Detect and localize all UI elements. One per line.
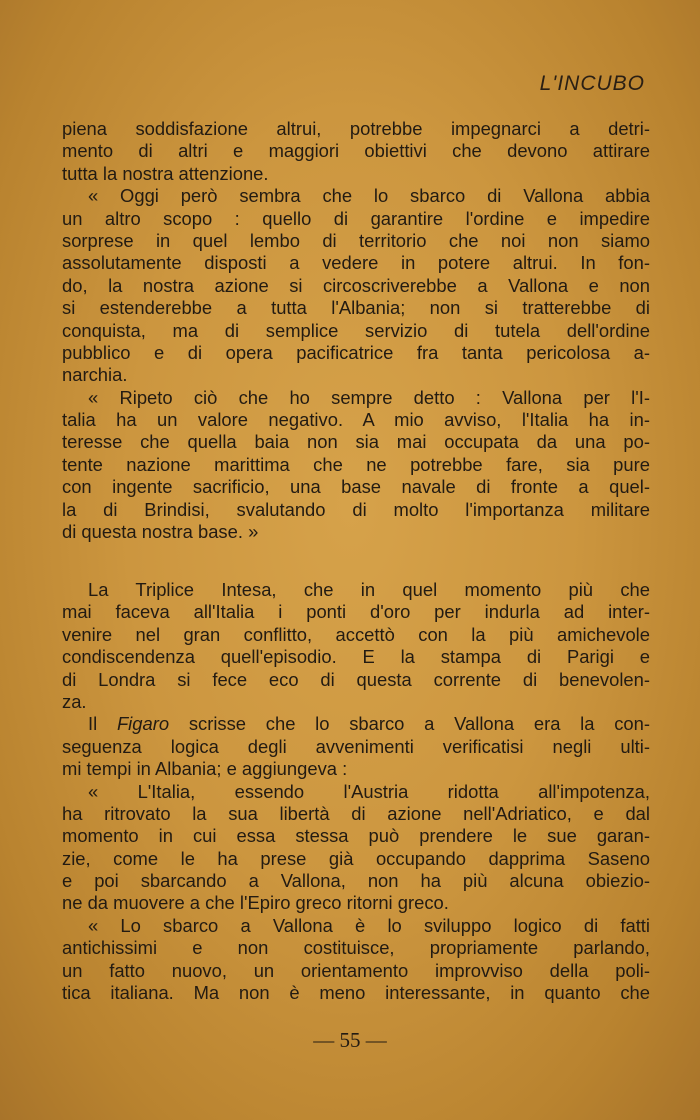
text-line: mai faceva all'Italia i ponti d'oro per indurla ad inter- bbox=[62, 601, 650, 623]
text-line: do, la nostra azione si circoscriverebbe a Vallona e non bbox=[62, 274, 650, 296]
text-block-lower bbox=[62, 579, 650, 1004]
text-line: antichissimi e non costituisce, propriamente parlando, bbox=[62, 937, 650, 959]
figaro-line-text: Il Figaro scrisse che lo sbarco a Vallona era la con- bbox=[88, 713, 650, 735]
text-line: « Lo sbarco a Vallona è lo sviluppo logico di fatti bbox=[88, 914, 650, 936]
text-line: seguenza logica degli avvenimenti verificatisi negli ulti- bbox=[62, 735, 650, 757]
text-line: e poi sbarcando a Vallona, non ha più alcuna obiezio- bbox=[62, 870, 650, 892]
text-line: un fatto nuovo, un orientamento improvviso della poli- bbox=[62, 959, 650, 981]
text-block-upper bbox=[62, 118, 650, 543]
text-line: La Triplice Intesa, che in quel momento più che bbox=[88, 579, 650, 600]
text-line: la di Brindisi, svalutando di molto l'importanza militare bbox=[62, 498, 650, 520]
text-line: « Ripeto ciò che ho sempre detto : Vallona per l'I- bbox=[88, 386, 650, 408]
text-line: assolutamente disposti a vedere in potere altrui. In fon- bbox=[62, 252, 650, 274]
text-line: ne da muovere a che l'Epiro greco ritorni greco. bbox=[62, 892, 449, 914]
text-line: pubblico e di opera pacificatrice fra tanta pericolosa a- bbox=[62, 341, 650, 363]
text-line: tutta la nostra attenzione. bbox=[62, 162, 269, 184]
text-line: tente nazione marittima che ne potrebbe fare, sia pure bbox=[62, 453, 650, 475]
running-title: L'INCUBO bbox=[539, 72, 645, 95]
page-number: — 55 — bbox=[313, 1028, 387, 1052]
text-line: conquista, ma di semplice servizio di tutela dell'ordine bbox=[62, 319, 650, 341]
text-line: zie, come le ha prese già occupando dapprima Saseno bbox=[62, 847, 650, 869]
text-line: mento di altri e maggiori obiettivi che devono attirare bbox=[62, 140, 650, 162]
text-line: teresse che quella baia non sia mai occupata da una po- bbox=[62, 431, 650, 453]
text-line: momento in cui essa stessa può prendere le sue garan- bbox=[62, 825, 650, 847]
text-line: « Oggi però sembra che lo sbarco di Vallona abbia bbox=[88, 185, 650, 207]
text-line: talia ha un valore negativo. A mio avviso, l'Italia ha in- bbox=[62, 409, 650, 431]
newspaper-title: Figaro bbox=[116, 713, 170, 735]
text-line: di questa nostra base. » bbox=[62, 521, 259, 543]
text-line: si estenderebbe a tutta l'Albania; non si tratterebbe di bbox=[62, 297, 650, 319]
text-line: « L'Italia, essendo l'Austria ridotta all'impotenza, bbox=[88, 780, 650, 802]
text-line: narchia. bbox=[62, 364, 128, 386]
text-line: ha ritrovato la sua libertà di azione nell'Adriatico, e dal bbox=[62, 802, 650, 824]
text-line: di Londra si fece eco di questa corrente di benevolen- bbox=[62, 668, 650, 690]
text-line: tica italiana. Ma non è meno interessante, in quanto che bbox=[62, 982, 650, 1004]
text-line: sorprese in quel lembo di territorio che noi non siamo bbox=[62, 229, 650, 251]
text-line: venire nel gran conflitto, accettò con la più amichevole bbox=[62, 623, 650, 645]
text-line: condiscendenza quell'episodio. E la stampa di Parigi e bbox=[62, 646, 650, 668]
text-line: mi tempi in Albania; e aggiungeva : bbox=[62, 758, 348, 780]
text-line: za. bbox=[62, 690, 87, 712]
text-line: piena soddisfazione altrui, potrebbe impegnarci a detri- bbox=[62, 118, 650, 139]
text-line: un altro scopo : quello di garantire l'ordine e impedire bbox=[62, 207, 650, 229]
text-line: con ingente sacrificio, una base navale di fronte a quel- bbox=[62, 476, 650, 498]
text-line-figaro bbox=[62, 713, 650, 735]
